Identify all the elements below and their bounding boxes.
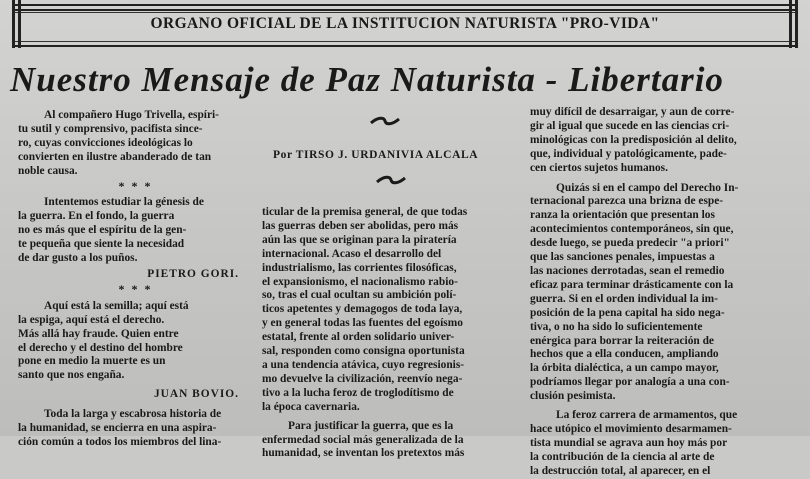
body-line: Para justificar la guerra, que es la xyxy=(288,419,454,432)
body-line: muy difícil de desarraigar, y aun de corre- xyxy=(530,106,735,118)
body-line: aún las que se originan para la piratería xyxy=(262,233,457,246)
article-byline: Por TIRSO J. URDANIVIA ALCALA xyxy=(273,149,479,161)
masthead-rule-top xyxy=(12,4,798,6)
body-line: ranza la orientación que presentan los xyxy=(530,209,715,222)
body-line: mo devuelve la civilización, reenvío nega- xyxy=(262,372,463,385)
body-line: Toda la larga y escabrosa historia de xyxy=(44,408,222,421)
body-line: gir al igual que sucede en las ciencias cri- xyxy=(530,119,730,132)
body-line: internacional. Acaso el desarrollo del xyxy=(262,247,442,260)
body-line: la contribución de la ciencia al arte de xyxy=(530,450,715,463)
body-line: la época cavernaria. xyxy=(262,400,360,413)
body-line: las naciones derrotadas, sean el remedio xyxy=(530,264,725,277)
body-line: sal, responden como consigna oportunista xyxy=(262,345,465,358)
masthead-band xyxy=(12,0,798,48)
body-line: posición de la pena capital ha sido nega- xyxy=(530,306,725,319)
body-line: guerra. Si en el orden individual la im- xyxy=(530,292,718,305)
dedication-line: tu sutil y comprensivo, pacifista since- xyxy=(18,122,203,135)
quote-line: Aquí está la semilla; aquí está xyxy=(44,299,189,312)
quote-line: Intentemos estudiar la génesis de xyxy=(44,196,204,209)
body-line: podríamos llegar por analogía a una con- xyxy=(530,376,730,389)
stars-separator: * * * xyxy=(118,178,153,193)
body-line: ticos apetentes y demagogos de toda laya, xyxy=(262,303,463,316)
body-line: acontecimientos contemporáneos, sin que, xyxy=(530,223,734,236)
body-line: ción común a todos los miembros del lina- xyxy=(18,435,222,448)
body-line: humanidad, se inventan los pretextos más xyxy=(262,447,465,460)
dedication-line: ro, cuyas convicciones ideológicas lo xyxy=(18,136,193,149)
quote-line: de dar gusto a los puños. xyxy=(18,252,138,265)
quote-line: la espiga, aquí está el derecho. xyxy=(18,313,165,326)
column-3 xyxy=(530,106,782,479)
quote-line: la guerra. En el fondo, la guerra xyxy=(18,210,175,223)
masthead-title: ORGANO OFICIAL DE LA INSTITUCION NATURISTA "PRO-VIDA" xyxy=(150,15,660,32)
body-line: desde luego, se pueda predecir "a priori" xyxy=(530,237,730,250)
body-line: hechos que a ella conducen, ampliando xyxy=(530,348,719,361)
tilde-ornament-icon xyxy=(376,175,406,185)
body-line: que las sanciones penales, impuestas a xyxy=(530,251,715,264)
column-1 xyxy=(18,109,253,450)
body-line: industrialismo, las corrientes filosóficas, xyxy=(262,261,457,274)
body-line: y en general todas las fuentes del egoísmo xyxy=(262,317,463,330)
body-line: estatal, frente al orden solidario univer- xyxy=(262,331,455,344)
dedication-line: convierten en ilustre abanderado de tan xyxy=(18,150,212,163)
body-line: tista mundial se agrava aun hoy más por xyxy=(530,436,728,449)
dedication-line: noble causa. xyxy=(18,164,78,177)
quote-line: no es más que el espíritu de la gen- xyxy=(18,224,187,237)
body-line: el expansionismo, el nacionalismo rabio- xyxy=(262,275,458,288)
body-line: la humanidad, se encierra en una aspira- xyxy=(18,422,217,435)
body-line: Quizás si en el campo del Derecho In- xyxy=(556,181,739,194)
body-line: enfermedad social más generalizada de la xyxy=(262,433,464,446)
dedication-line: Al compañero Hugo Trivella, espíri- xyxy=(44,109,219,121)
body-line: la destrucción total, al aparecer, en el xyxy=(530,464,711,477)
body-line: que, individual y patológicamente, pade- xyxy=(530,147,727,160)
quote-author: PIETRO GORI. xyxy=(147,267,239,280)
column-2 xyxy=(262,206,517,461)
body-line: enérgica para borrar la reiteración de xyxy=(530,334,714,347)
body-line: a una tendencia atávica, cuyo regresionis- xyxy=(262,358,465,371)
quote-line: pone en medio la muerte es un xyxy=(18,355,166,368)
quote-line: Más allá hay fraude. Quien entre xyxy=(18,327,179,340)
body-line: La feroz carrera de armamentos, que xyxy=(556,409,738,422)
quote-line: el derecho y el destino del hombre xyxy=(18,341,183,354)
quote-line: santo que nos engaña. xyxy=(18,369,125,382)
tilde-ornament-icon xyxy=(370,116,400,126)
body-line: las guerras deben ser abolidas, pero más xyxy=(262,219,459,232)
body-line: clusión pesimista. xyxy=(530,390,616,403)
body-line: hace utópico el movimiento desarmamen- xyxy=(530,422,732,435)
body-line: tiva, o no ha sido lo suficientemente xyxy=(530,320,703,333)
body-line: tivo a la lucha feroz de troglodítismo de xyxy=(262,386,454,399)
body-line: ternacional parezca una brizna de espe- xyxy=(530,195,724,208)
article-headline: Nuestro Mensaje de Paz Naturista - Libertario xyxy=(10,60,724,99)
body-line: cen ciertos sujetos humanos. xyxy=(530,161,668,174)
body-line: eficaz para terminar drásticamente con la xyxy=(530,278,734,291)
body-line: la órbita dialéctica, a un campo mayor, xyxy=(530,362,719,375)
quote-author: JUAN BOVIO. xyxy=(153,388,239,401)
body-line: so, tras el cual ocultan su ambición polí- xyxy=(262,289,457,302)
quote-line: te pequeña que siente la necesidad xyxy=(18,238,185,251)
body-line: ticular de la premisa general, de que todas xyxy=(262,206,468,218)
stars-separator: * * * xyxy=(118,281,153,296)
body-line: minológicas con la predisposición al delito, xyxy=(530,133,737,146)
